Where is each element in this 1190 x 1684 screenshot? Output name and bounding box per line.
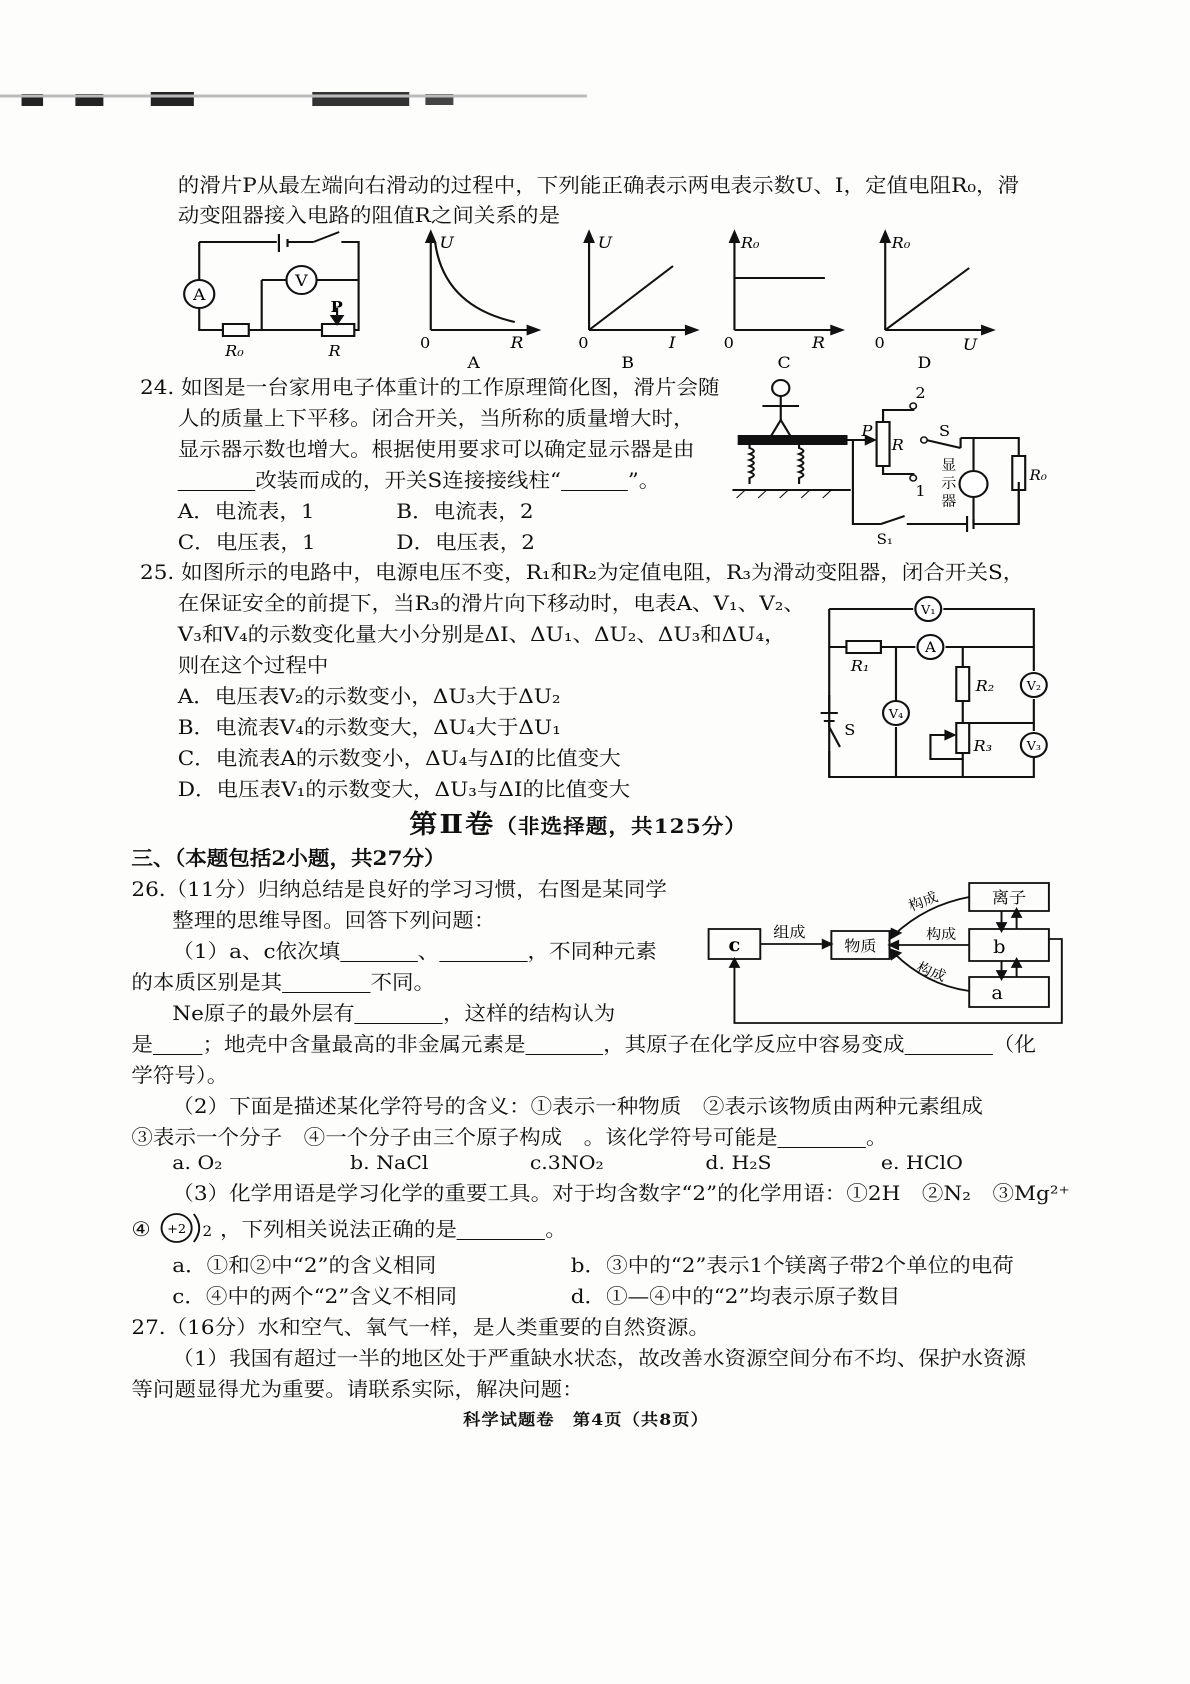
q26-p1-sep: 、 — [417, 939, 440, 963]
section2-title-main: 第Ⅱ卷 — [409, 810, 496, 840]
atom-structure-svg — [158, 1208, 220, 1248]
q26-p2-line2-text: ③表示一个分子 ④一个分子由三个原子构成 。该化学符号可能是 — [131, 1125, 778, 1149]
q24-line4-text: 改装而成的，开关S连接接线柱“ — [255, 468, 561, 492]
q26-line5-b: ；地壳中含量最高的非金属元素是 — [202, 1032, 526, 1056]
q26-blank-correct[interactable] — [457, 1217, 545, 1240]
q24-terminal-2: 2 — [915, 384, 926, 402]
graph-d-letter: D — [917, 353, 932, 372]
graph-a-letter: A — [467, 353, 480, 372]
q26-ne-tail: ，这样的结构认为 — [442, 1001, 616, 1025]
atom-nucleus-charge: +2 — [167, 1221, 187, 1236]
mindmap-a: a — [991, 983, 1003, 1004]
q26-blank-c[interactable] — [439, 939, 527, 962]
mindmap-ion: 离子 — [991, 888, 1027, 907]
q24-display-char3: 器 — [941, 494, 957, 510]
q25-line4: 则在这个过程中 — [177, 653, 329, 677]
q26-p1-line2-tail: 不同。 — [370, 970, 436, 994]
q26-ne-line — [172, 998, 615, 1028]
mindmap-goucheng-top: 构成 — [906, 889, 941, 915]
q26-line1: 26.（11分）归纳总结是良好的学习习惯，右图是某同学 — [131, 877, 667, 901]
q25-line1: 25. 如图所示的电路中，电源电压不变，R₁和R₂为定值电阻，R₃为滑动变阻器，闭合开关S， — [139, 560, 1025, 584]
q26-blank-symbol[interactable] — [778, 1125, 866, 1148]
section2-title — [409, 804, 747, 841]
graph-d-x-label: U — [962, 335, 978, 354]
q26-choice3-d: d．①—④中的“2”均表示原子数目 — [570, 1284, 901, 1308]
q24-blank-display[interactable] — [178, 468, 256, 491]
q25-circuit-diagram — [818, 595, 1055, 785]
q26-line5-c: ，其原子在化学反应中容易变成 — [603, 1032, 905, 1056]
q24-s1-label: S₁ — [876, 532, 893, 548]
q26-choice3-c: c．④中的两个“2”含义不相同 — [172, 1284, 458, 1308]
mindmap-b: b — [993, 937, 1006, 958]
q26-choice2-e: e. HClO — [880, 1152, 963, 1174]
mindmap-c: c — [728, 934, 741, 956]
graph-c-y-label: R₀ — [740, 234, 760, 252]
q24-line2: 人的质量上下平移。闭合开关，当所称的质量增大时， — [177, 406, 695, 430]
q26-p1-text: （1）a、c依次填 — [172, 939, 341, 963]
q25-v1-label: V₁ — [921, 602, 936, 617]
graph-d-origin: 0 — [874, 334, 885, 352]
q26-p2-line2-end: 。 — [865, 1125, 888, 1149]
graph-d-y-label: R₀ — [891, 234, 911, 252]
q27-line1: 27.（16分）水和空气、氧气一样，是人类重要的自然资源。 — [131, 1315, 710, 1339]
q25-a-label: A — [925, 640, 936, 656]
q26-choice3-a: a．①和②中“2”的含义相同 — [172, 1253, 437, 1277]
q24-option-a: A．电流表，1 — [177, 499, 315, 523]
q26-p2-line2 — [131, 1122, 887, 1152]
q26-p1-line — [172, 936, 656, 966]
section3-header: 三、（本题包括2小题，共27分） — [131, 846, 446, 870]
q26-blank-ion[interactable] — [905, 1032, 993, 1055]
q24-s-label: S — [939, 422, 951, 440]
p-label: P — [330, 297, 343, 316]
q25-s-label: S — [844, 721, 856, 739]
q23-graph-b — [565, 228, 716, 373]
q23-circuit-diagram — [178, 230, 383, 365]
q23-stem-line2: 动变阻器接入电路的阻值R之间关系的是 — [177, 203, 561, 227]
q24-line4-end: ”。 — [627, 468, 661, 492]
voltmeter-label: V — [295, 271, 308, 290]
q25-option-a: A．电压表V₂的示数变小，ΔU₃大于ΔU₂ — [177, 684, 561, 708]
graph-b-origin: 0 — [578, 334, 589, 352]
graph-a-y-label: U — [439, 233, 454, 252]
q25-option-b: B．电流表V₄的示数变大，ΔU₄大于ΔU₁ — [177, 715, 561, 739]
q26-choice2-d: d. H₂S — [705, 1152, 772, 1174]
q26-p1-tail: ，不同种元素 — [527, 939, 657, 963]
q26-line6: 学符号）。 — [131, 1063, 229, 1087]
q26-line5 — [131, 1029, 1036, 1059]
r-label: R — [328, 342, 341, 360]
q26-blank-stable[interactable] — [153, 1032, 203, 1055]
q26-p3-line2-text: ，下列相关说法正确的是 — [220, 1217, 457, 1241]
graph-b-x-label: I — [668, 333, 676, 352]
q26-line2: 整理的思维导图。回答下列问题： — [172, 908, 496, 932]
q24-line3: 显示器示数也增大。根据使用要求可以确定显示器是由 — [177, 437, 695, 461]
q25-option-c: C．电流表A的示数变小，ΔU₄与ΔI的比值变大 — [177, 746, 621, 770]
q26-p2-line1: （2）下面是描述某化学符号的含义：①表示一种物质 ②表示该物质由两种元素组成 — [172, 1094, 983, 1118]
q26-blank-element[interactable] — [526, 1032, 604, 1055]
q25-v3-label: V₃ — [1026, 738, 1042, 753]
q26-p1-line2-text: 的本质区别是其 — [131, 970, 283, 994]
mindmap-goucheng-mid: 构成 — [926, 927, 957, 943]
q23-graph-a — [407, 228, 558, 373]
q25-line2: 在保证安全的前提下，当R₃的滑片向下移动时，电表A、V₁、V₂、 — [177, 591, 805, 615]
q26-choice2-a: a. O₂ — [172, 1152, 223, 1174]
q23-graph-d — [862, 228, 1013, 373]
q24-blank-terminal[interactable] — [561, 468, 628, 491]
q26-blank-ne-electrons[interactable] — [355, 1001, 443, 1024]
q26-blank-a[interactable] — [340, 939, 418, 962]
section2-title-sub: （非选择题，共125分） — [495, 814, 748, 838]
q26-line5-a: 是 — [131, 1032, 153, 1056]
q26-p3-line1: （3）化学用语是学习化学的重要工具。对于均含数字“2”的化学用语：①2H ②N₂ ③Mg²⁺ — [172, 1181, 1070, 1205]
q26-p1-line2 — [131, 967, 435, 997]
q24-scale-circuit-diagram — [732, 378, 1055, 548]
q24-line1: 24. 如图是一台家用电子体重计的工作原理简化图，滑片会随 — [139, 375, 720, 399]
q26-choice2-c: c.3NO₂ — [529, 1152, 604, 1174]
q25-line3: V₃和V₄的示数变化量大小分别是ΔI、ΔU₁、ΔU₂、ΔU₃和ΔU₄， — [177, 622, 786, 646]
q25-r2-label: R₂ — [975, 677, 995, 695]
q25-option-d: D．电压表V₁的示数变大，ΔU₃与ΔI的比值变大 — [177, 777, 631, 801]
q24-option-b: B．电流表，2 — [396, 499, 534, 523]
q27-line2: （1）我国有超过一半的地区处于严重缺水状态，故改善水资源空间分布不均、保护水资源 — [172, 1346, 1026, 1370]
q26-p3-line2 — [131, 1212, 566, 1246]
q26-choice3-b: b．③中的“2”表示1个镁离子带2个单位的电荷 — [570, 1253, 1014, 1277]
q24-line4 — [178, 465, 661, 495]
q26-line5-d: （化 — [992, 1032, 1036, 1056]
q26-p3-item4: ④ — [131, 1217, 151, 1241]
graph-b-y-label: U — [597, 233, 613, 252]
graph-c-origin: 0 — [723, 334, 734, 352]
graph-a-origin: 0 — [419, 334, 431, 352]
graph-c-letter: C — [777, 353, 791, 372]
graph-b-letter: B — [621, 353, 635, 372]
q24-option-c: C．电压表，1 — [177, 530, 316, 554]
q27-line3: 等问题显得尤为重要。请联系实际，解决问题： — [131, 1377, 584, 1401]
q24-display-char1: 显 — [941, 458, 957, 474]
q23-stem-line1: 的滑片P从最左端向右滑动的过程中，下列能正确表示两电表示数U、I，定值电阻R₀，滑 — [177, 173, 1020, 197]
atom-structure-diagram — [158, 1212, 220, 1246]
q24-display-char2: 示 — [941, 476, 957, 492]
graph-a-x-label: R — [510, 333, 524, 352]
q25-v4-label: V₄ — [888, 706, 904, 721]
mindmap-substance: 物质 — [844, 937, 877, 955]
q24-option-d: D．电压表，2 — [396, 530, 535, 554]
q26-blank-essence[interactable] — [282, 970, 370, 993]
q25-v2-label: V₂ — [1026, 678, 1042, 693]
q24-p-label: P — [861, 422, 873, 440]
page-footer: 科学试题卷 第4页（共8页） — [463, 1410, 709, 1429]
r0-label: R₀ — [225, 342, 244, 360]
ammeter-label: A — [193, 285, 206, 304]
q26-choice2-b: b. NaCl — [349, 1152, 429, 1174]
scan-artifact — [0, 80, 603, 110]
q24-r0-label: R₀ — [1029, 468, 1047, 484]
q26-p3-line2-end: 。 — [545, 1217, 567, 1241]
q26-mind-map — [700, 875, 1066, 1025]
q24-r-label: R — [891, 436, 904, 454]
q26-ne-text: Ne原子的最外层有 — [172, 1001, 355, 1025]
q25-r3-label: R₃ — [973, 737, 993, 755]
mindmap-goucheng-bottom: 构成 — [913, 960, 948, 986]
q25-r1-label: R₁ — [850, 657, 870, 675]
graph-c-x-label: R — [811, 333, 825, 352]
q23-graph-c — [711, 228, 862, 373]
atom-shell-electrons: 2 — [202, 1224, 213, 1240]
mindmap-zucheng: 组成 — [773, 923, 806, 941]
q24-terminal-1: 1 — [915, 482, 926, 500]
